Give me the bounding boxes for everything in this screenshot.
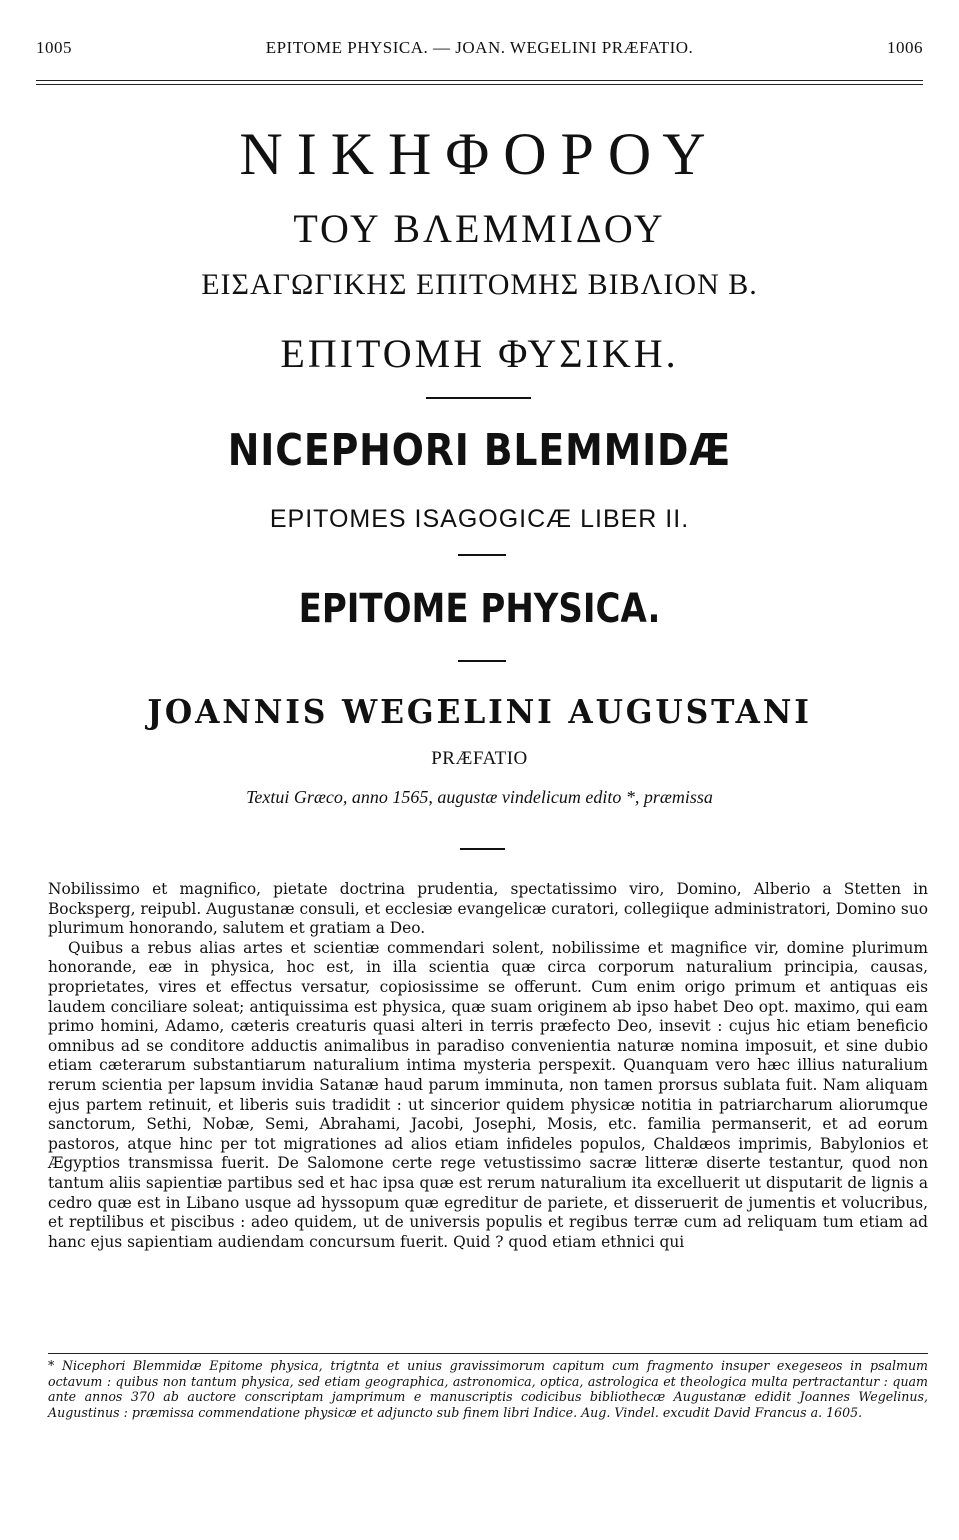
greek-surname: ΤΟΥ ΒΛΕΜΜΙΔΟΥ <box>293 206 666 251</box>
divider-rule <box>458 554 506 556</box>
header-rule <box>36 80 923 81</box>
greek-author-title: ΝΙΚΗΦΟΡΟΥ <box>239 121 720 187</box>
divider-rule <box>458 660 506 662</box>
preface-note: Textui Græco, anno 1565, augustæ vindelicum edito *, præmissa <box>246 787 713 807</box>
dedication-paragraph: Nobilissimo et magnifico, pietate doctrina prudentia, spectatissimo viro, Domino, Alberio a Stetten in Bocksperg, reipubl. Augustanæ consuli, et ecclesiæ evangelicæ curatori, collegiique administratori, Domino suo plurimum honorando, salutem et gratiam a Deo. <box>48 880 928 938</box>
divider-rule <box>426 397 531 399</box>
divider-rule <box>460 848 505 850</box>
header-rule-second <box>36 84 923 85</box>
preface-label: PRÆFATIO <box>431 748 528 769</box>
body-paragraph: Quibus a rebus alias artes et scientiæ commendari solent, nobilissime et magnifice vir, domine plurimum honorande, eæ in physica, hoc est, in illa scientia quæ circa corporum naturalium principia, causas, proprietates, vires et effectus versatur, copiosissime se offerunt. Cum enim origo primum et antiquas eis laudem conciliare soleat; antiquissima est physica, quæ suam originem ab ipso habet Deo opt. maximo, qui eam primo homini, Adamo, cæteris creaturis quasi alteri in terris præfecto Deo, insevit : cujus hic etiam beneficio omnibus ad se conditore adductis animalibus in paradiso convenientia naturæ nomina imposuit, et sine dubio etiam cæterarum substantiarum naturalium intima mysteria perspexit. Quanquam vero hæc illius naturalium rerum scientia per lapsum invidia Satanæ haud parum imminuta, non tamen prorsus sublata fuit. Nam aliquam ejus partem retinuit, et liberis suis tradidit : ut sincerior quidem physicæ notitia in patriarcharum aliorumque sanctorum, Sethi, Nobæ, Semi, Abrahami, Jacobi, Josephi, Mosis, etc. familia permanserit, et ad eorum pastoros, atque hinc per tot migrationes ad alios etiam infideles populos, Chaldæos imprimis, Babylonios et Ægyptios transmissa fuerit. De Salomone certe rege vetustissimo sacræ litteræ diserte testantur, quod non tantum aliis sapientiæ partibus sed et hac ipsa quæ est rerum naturalium ita excelluerit ut disputarit de lignis a cedro quæ est in Libano usque ad hyssopum quæ egreditur de pariete, et disseruerit de jumentis et volucribus, et reptilibus et piscibus : adeo quidem, ut de universis populis et regibus terræ cum ad reliquam tum etiam ad hanc ejus sapientiam audiendam concursum fuerit. Quid ? quod etiam ethnici qui <box>48 938 928 1251</box>
left-page-number: 1005 <box>36 38 72 57</box>
running-title: EPITOME PHYSICA. — JOAN. WEGELINI PRÆFATIO. <box>265 38 694 57</box>
latin-work-title: EPITOME PHYSICA. <box>298 586 661 632</box>
footnote: * Nicephori Blemmidæ Epitome physica, trigtnta et unius gravissimorum capitum cum fragmento insuper exegeseos in psalmum octavum : quibus non tantum physica, sed etiam geographica, astronomica, optica, astrologica et theologica multa pertractantur : quam ante annos 370 ab auctore conscriptam jamprimum e manuscriptis codicibus bibliothecæ Augustanæ edidit Joannes Wegelinus, Augustinus : præmissa commendatione physicæ et adjuncto sub finem libri Indice. Aug. Vindel. excudit David Francus a. 1605. <box>48 1358 928 1420</box>
greek-work-title: ΕΠΙΤΟΜΗ ΦΥΣΙΚΗ. <box>280 331 679 376</box>
main-text <box>48 880 928 1252</box>
right-page-number: 1006 <box>887 38 923 57</box>
footnote-rule <box>48 1353 928 1354</box>
running-head <box>36 38 923 62</box>
latin-book-title: EPITOMES ISAGOGICÆ LIBER II. <box>269 505 690 533</box>
preface-author: JOANNIS WEGELINI AUGUSTANI <box>147 692 812 731</box>
greek-book-title: ΕΙΣΑΓΩΓΙΚΗΣ ΕΠΙΤΟΜΗΣ ΒΙΒΛΙΟΝ Β. <box>201 268 758 301</box>
latin-author-title: NICEPHORI BLEMMIDÆ <box>227 425 732 476</box>
